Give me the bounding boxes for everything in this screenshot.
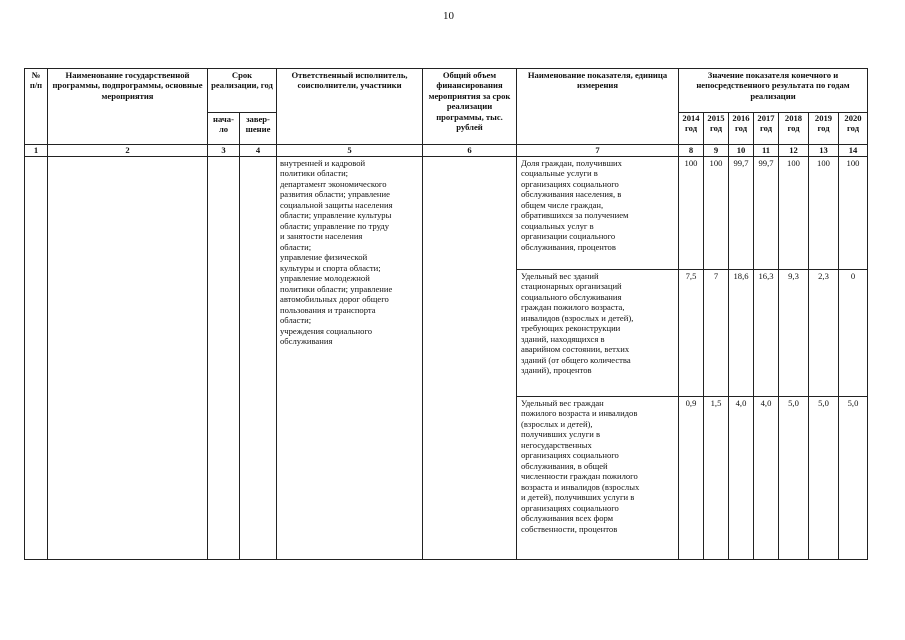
header-year: 2020 год (839, 113, 868, 145)
header-volume: Общий объем финансирования мероприятия за срок реализации программы, тыс. рублей (423, 69, 517, 145)
indicator-line: обслуживания, в общей (521, 460, 608, 471)
indicator-cell (517, 397, 679, 560)
header-year: 2014 год (679, 113, 704, 145)
indicator-line: обратившихся за получением (521, 210, 629, 221)
indicator-line: возраста и инвалидов (взрослых (521, 481, 640, 492)
header-name: Наименование государственной программы, подпрограммы, основные мероприятия (48, 69, 208, 145)
value-cell: 100 (779, 157, 809, 270)
column-number: 7 (517, 145, 679, 157)
value-cell: 100 (839, 157, 868, 270)
indicator-line: социальных услуг в (521, 220, 594, 231)
header-end: завер-шение (240, 113, 277, 145)
indicator-line: социального обслуживания (521, 291, 622, 302)
value-cell: 16,3 (754, 270, 779, 397)
value-cell: 100 (704, 157, 729, 270)
value-cell: 99,7 (729, 157, 754, 270)
header-num: № п/п (25, 69, 48, 145)
value-cell: 5,0 (779, 397, 809, 560)
value-cell: 100 (809, 157, 839, 270)
header-year: 2019 год (809, 113, 839, 145)
indicator-line: общем числе граждан, (521, 199, 604, 210)
executor-line: области; управление по труду (280, 220, 389, 231)
value-cell: 2,3 (809, 270, 839, 397)
cell-num (25, 157, 48, 560)
column-number: 3 (208, 145, 240, 157)
column-number: 8 (679, 145, 704, 157)
header-year: 2015 год (704, 113, 729, 145)
executor-line: обслуживания (280, 336, 333, 347)
value-cell: 7,5 (679, 270, 704, 397)
indicator-line: собственности, процентов (521, 523, 618, 534)
header-year: 2018 год (779, 113, 809, 145)
header-values: Значение показателя конечного и непосредственного результата по годам реализации (679, 69, 868, 113)
executor-line: политики области; управление (280, 283, 393, 294)
indicator-cell (517, 270, 679, 397)
executor-line: управление молодежной (280, 273, 370, 284)
value-cell: 0 (839, 270, 868, 397)
value-cell: 4,0 (754, 397, 779, 560)
indicator-line: граждан пожилого возраста, (521, 302, 625, 313)
executor-line: и занятости населения (280, 231, 363, 242)
column-number: 6 (423, 145, 517, 157)
indicator-line: инвалидов (взрослых и детей), (521, 312, 634, 323)
indicator-line: численности граждан пожилого (521, 471, 638, 482)
indicator-line: Удельный вес граждан (521, 398, 604, 408)
value-cell: 9,3 (779, 270, 809, 397)
executor-line: области; управление культуры (280, 210, 392, 221)
executor-line: политики области; (280, 168, 349, 179)
cell-name (48, 157, 208, 560)
header-year: 2017 год (754, 113, 779, 145)
indicator-line: зданий), процентов (521, 365, 592, 376)
cell-start (208, 157, 240, 560)
header-start: нача-ло (208, 113, 240, 145)
indicator-line: Доля граждан, получивших (521, 158, 622, 168)
executor-line: области; (280, 241, 312, 252)
header-term: Срок реализации, год (208, 69, 277, 113)
indicator-line: аварийном состоянии, ветхих (521, 344, 630, 355)
indicator-line: организациях социального (521, 178, 619, 189)
column-number: 4 (240, 145, 277, 157)
indicator-line: (взрослых и детей), (521, 418, 593, 429)
indicator-line: получивших услуги в (521, 429, 601, 440)
executor-line: учреждения социального (280, 325, 373, 336)
column-number: 5 (277, 145, 423, 157)
column-number: 11 (754, 145, 779, 157)
indicator-line: зданий, находящихся в (521, 333, 605, 344)
indicator-line: стационарных организаций (521, 281, 622, 292)
executor-line: области; (280, 315, 312, 326)
executor-line: внутренней и кадровой (280, 158, 366, 168)
executor-line: управление физической (280, 252, 368, 263)
header-year: 2016 год (729, 113, 754, 145)
executor-line: автомобильных дорог общего (280, 294, 389, 305)
cell-volume (423, 157, 517, 560)
column-number: 13 (809, 145, 839, 157)
value-cell: 100 (679, 157, 704, 270)
indicator-line: организациях социального (521, 502, 619, 513)
indicator-line: пожилого возраста и инвалидов (521, 408, 638, 419)
column-number: 1 (25, 145, 48, 157)
column-number: 2 (48, 145, 208, 157)
indicator-line: организации социального (521, 231, 616, 242)
indicator-line: негосударственных (521, 439, 592, 450)
indicator-line: Удельный вес зданий (521, 271, 599, 281)
value-cell: 5,0 (839, 397, 868, 560)
executor-line: пользования и транспорта (280, 304, 376, 315)
cell-end (240, 157, 277, 560)
executors-cell (277, 157, 423, 560)
column-number: 14 (839, 145, 868, 157)
value-cell: 18,6 (729, 270, 754, 397)
indicator-line: обслуживания населения, в (521, 189, 622, 200)
page-number: 10 (443, 10, 454, 22)
column-number: 12 (779, 145, 809, 157)
indicator-line: организациях социального (521, 450, 619, 461)
indicator-line: зданий (от общего количества (521, 354, 631, 365)
indicator-cell (517, 157, 679, 270)
column-number: 9 (704, 145, 729, 157)
indicator-line: требующих реконструкции (521, 323, 621, 334)
executor-line: культуры и спорта области; (280, 262, 381, 273)
value-cell: 99,7 (754, 157, 779, 270)
indicator-line: обслуживания, процентов (521, 241, 616, 252)
indicator-line: и детей), получивших услуги в (521, 492, 635, 503)
column-number: 10 (729, 145, 754, 157)
indicator-line: социальные услуги в (521, 168, 598, 179)
executor-line: департамент экономического (280, 178, 387, 189)
table-row (25, 157, 868, 270)
executor-line: развития области; управление (280, 189, 390, 200)
indicator-line: обслуживания всех форм (521, 513, 614, 524)
value-cell: 1,5 (704, 397, 729, 560)
value-cell: 4,0 (729, 397, 754, 560)
value-cell: 0,9 (679, 397, 704, 560)
executor-line: социальной защиты населения (280, 199, 393, 210)
value-cell: 5,0 (809, 397, 839, 560)
value-cell: 7 (704, 270, 729, 397)
header-indicator: Наименование показателя, единица измерения (517, 69, 679, 145)
program-table (24, 68, 868, 560)
header-responsible: Ответственный исполнитель, соисполнители, участники (277, 69, 423, 145)
